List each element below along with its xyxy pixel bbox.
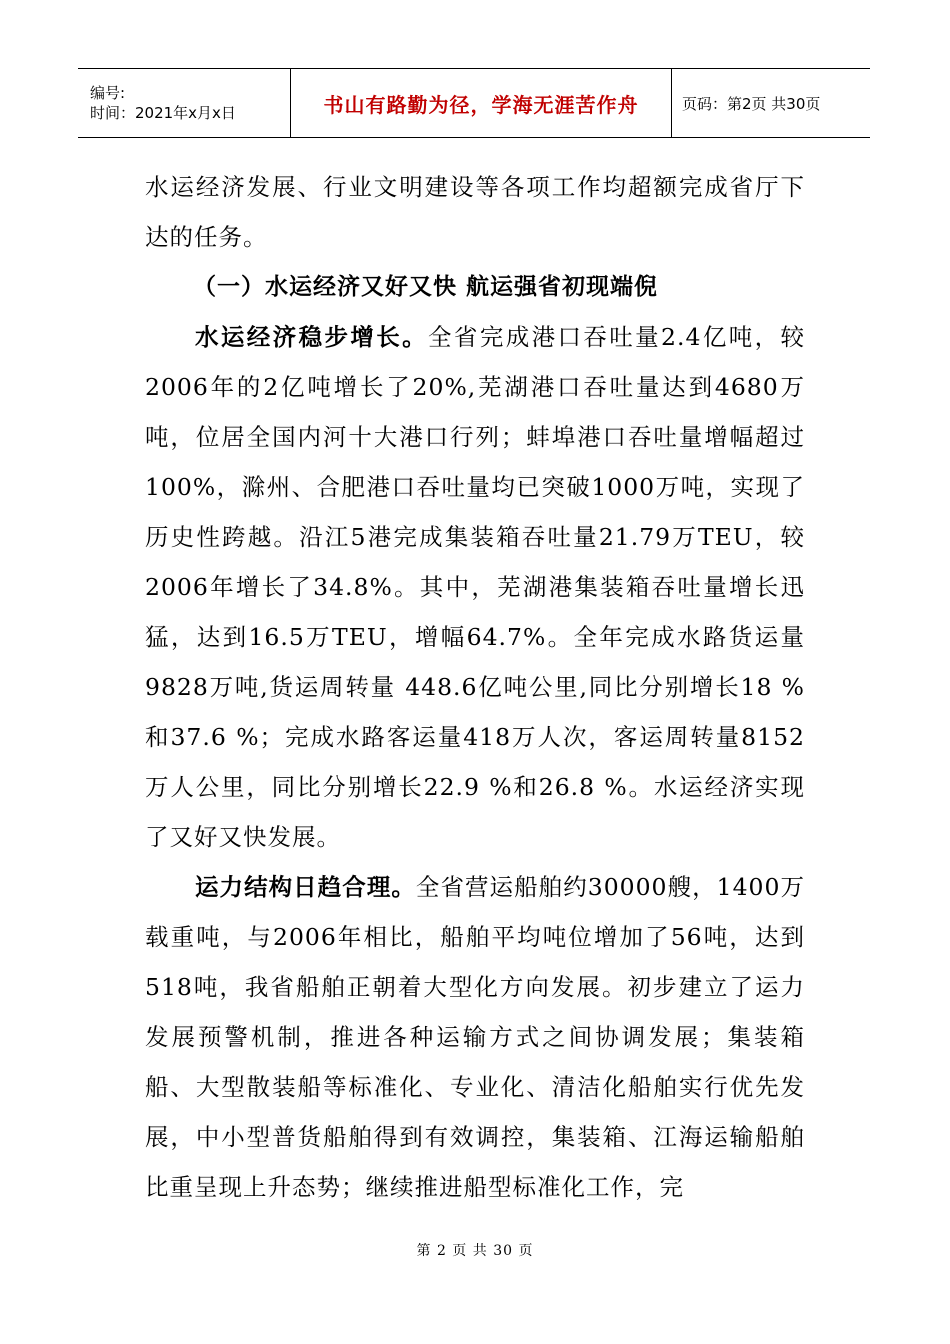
section-heading: （一）水运经济又好又快 航运强省初现端倪 — [193, 274, 659, 300]
header-meta — [78, 69, 291, 137]
document-header — [78, 68, 870, 138]
paragraph-capacity-structure — [145, 862, 805, 1212]
header-page-info: 页码：第2页 共30页 — [682, 94, 821, 113]
paragraph-text: 全省营运船舶约30000艘，1400万载重吨，与2006年相比，船舶平均吨位增加了56吨，达到518吨，我省船舶正朝着大型化方向发展。初步建立了运力发展预警机制，推进各种运输方式之间协调发展；集装箱船、大型散装船等标准化、专业化、清洁化船舶实行优先发展，中小型普货船舶得到有效调控，集装箱、江海运输船舶比重呈现上升态势；继续推进船型标准化工作，完 — [145, 873, 805, 1201]
continued-paragraph: 水运经济发展、行业文明建设等各项工作均超额完成省厅下达的任务。 — [145, 173, 805, 251]
page-footer: 第 2 页 共 30 页 — [416, 1243, 534, 1259]
header-time-label: 时间：2021年x月x日 — [90, 104, 236, 122]
document-body — [145, 162, 805, 1212]
paragraph-lead: 水运经济稳步增长。 — [195, 323, 429, 351]
header-number-label: 编号: — [90, 84, 126, 102]
paragraph-text: 全省完成港口吞吐量2.4亿吨，较2006年的2亿吨增长了20%,芜湖港口吞吐量达到4680万吨，位居全国内河十大港口行列；蚌埠港口吞吐量增幅超过100%，滁州、合肥港口吞吐量均已突破1000万吨，实现了历史性跨越。沿江5港完成集装箱吞吐量21.79万TEU，较2006年增长了34.8%。其中，芜湖港集装箱吞吐量增长迅猛，达到16.5万TEU，增幅64.7%。全年完成水路货运量 9828万吨,货运周转量 448.6亿吨公里,同比分别增长18 %和37.6 %；完成水路客运量418万人次，客运周转量8152 万人公里，同比分别增长22.9 %和26.8 %。水运经济实现了又好又快发展。 — [145, 323, 806, 851]
paragraph-water-economy — [145, 312, 805, 862]
paragraph-lead: 运力结构日趋合理。 — [195, 873, 416, 901]
header-motto: 书山有路勤为径，学海无涯苦作舟 — [291, 69, 672, 137]
